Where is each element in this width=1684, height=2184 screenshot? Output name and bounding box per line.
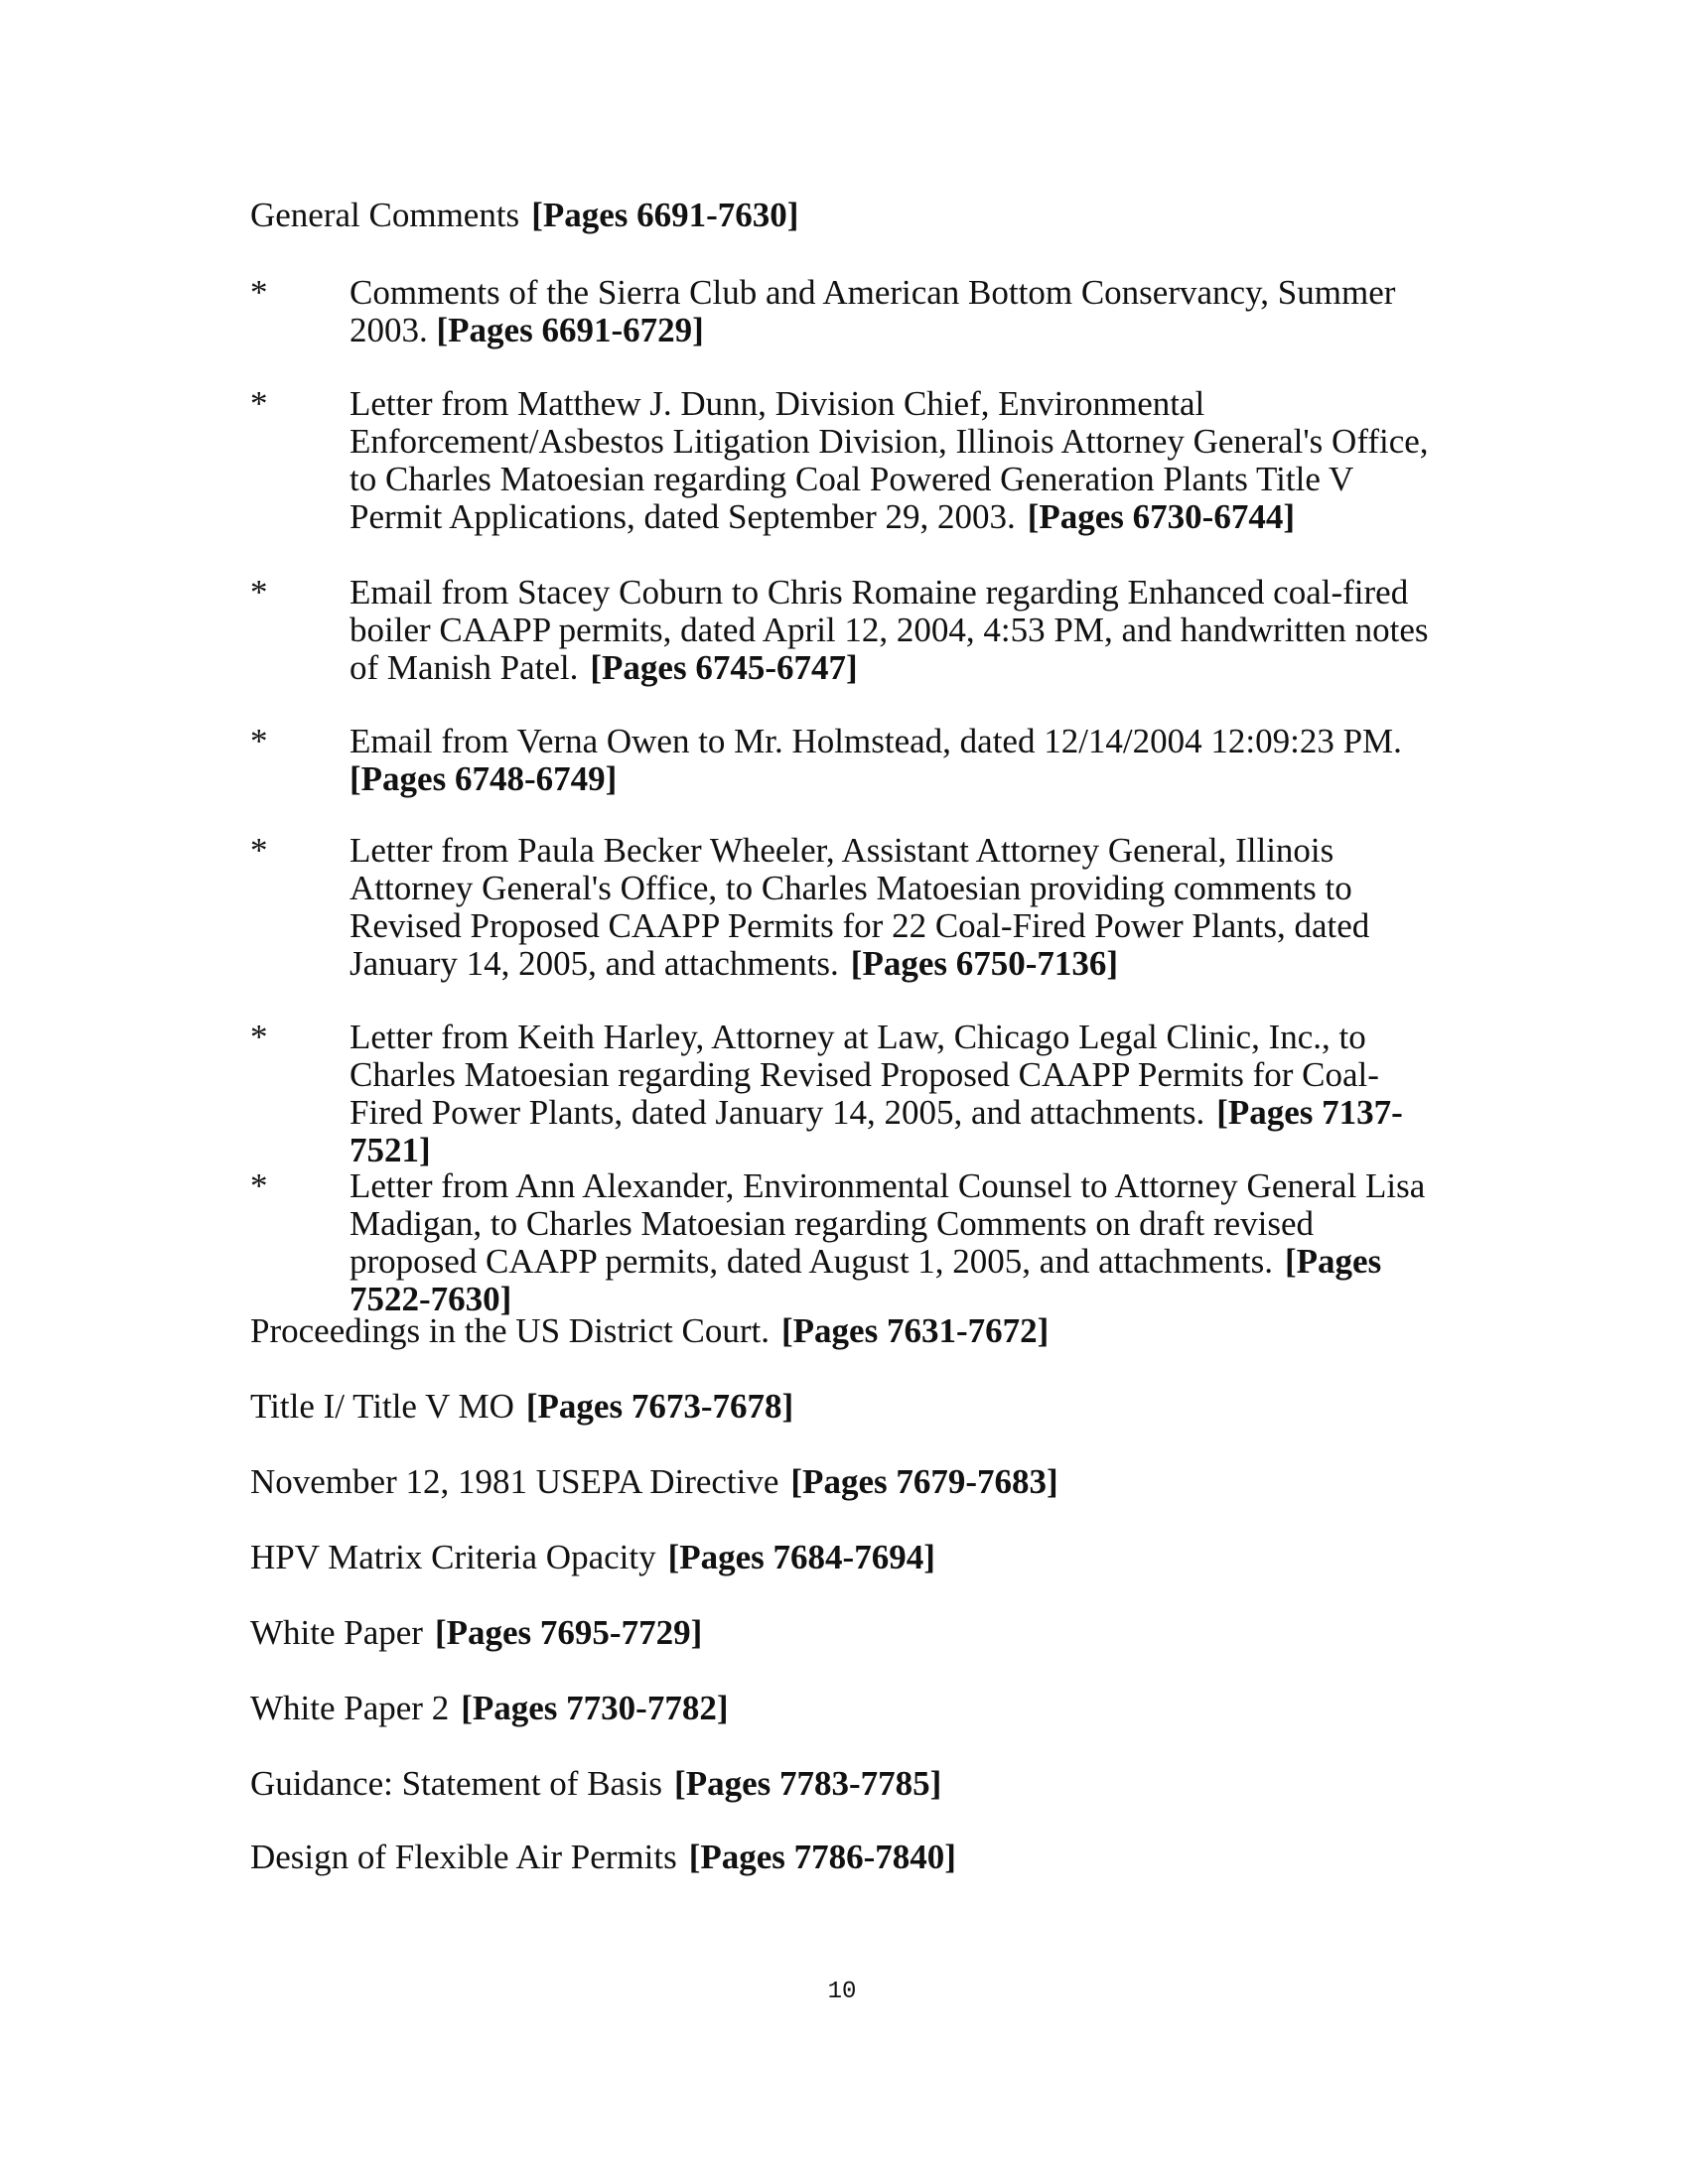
section-pages-ref: [Pages 7673-7678] — [525, 1387, 794, 1426]
list-item-description: Email from Stacey Coburn to Chris Romaine regarding Enhanced coal-fired boiler CAAPP permits, dated April 12, 2004, 4:53 PM, and handwritten notes of Manish Patel. — [350, 573, 1429, 687]
section-heading — [250, 1690, 728, 1727]
bullet-marker: * — [250, 831, 268, 870]
section-heading — [250, 1765, 941, 1803]
list-item-text — [350, 832, 1442, 983]
section-pages-ref: [Pages 6691-7630] — [531, 196, 799, 234]
list-item-description: Comments of the Sierra Club and American Bottom Conservancy, Summer 2003. — [350, 273, 1396, 349]
section-title: Title I/ Title V MO — [250, 1387, 514, 1426]
bullet-marker: * — [250, 722, 268, 760]
list-item-pages-ref: [Pages 6750-7136] — [850, 944, 1119, 983]
section-pages-ref: [Pages 7679-7683] — [790, 1462, 1058, 1501]
list-item-text — [350, 723, 1442, 798]
section-pages-ref: [Pages 7631-7672] — [781, 1311, 1050, 1350]
list-item-pages-ref: [Pages 6748-6749] — [350, 759, 618, 798]
list-item-pages-ref: [Pages 6730-6744] — [1027, 497, 1295, 536]
section-title: White Paper — [250, 1613, 423, 1652]
list-item-text — [350, 385, 1442, 536]
bullet-marker: * — [250, 384, 268, 423]
section-heading — [250, 1839, 956, 1876]
list-item-pages-ref: [Pages 7137-7521] — [350, 1093, 1403, 1169]
section-title: Proceedings in the US District Court. — [250, 1311, 771, 1350]
bullet-marker: * — [250, 1166, 268, 1205]
list-item-pages-ref: [Pages 6691-6729] — [436, 311, 704, 349]
section-heading — [250, 1388, 793, 1426]
section-heading — [250, 1539, 935, 1576]
section-title: White Paper 2 — [250, 1689, 450, 1727]
section-pages-ref: [Pages 7684-7694] — [667, 1538, 935, 1576]
list-item-text — [350, 1019, 1442, 1169]
list-item-text — [350, 574, 1442, 687]
list-item-text — [350, 274, 1442, 349]
section-pages-ref: [Pages 7783-7785] — [674, 1764, 942, 1803]
section-title: HPV Matrix Criteria Opacity — [250, 1538, 656, 1576]
section-heading — [250, 1463, 1058, 1501]
bullet-marker: * — [250, 573, 268, 612]
section-title: General Comments — [250, 196, 520, 234]
list-item-description: Letter from Matthew J. Dunn, Division Chief, Environmental Enforcement/Asbestos Litigation Division, Illinois Attorney General's Office, to Charles Matoesian regarding Coal Powered Generation Plants Title V Permit Applications, dated September 29, 2003. — [350, 384, 1429, 536]
section-pages-ref: [Pages 7786-7840] — [688, 1838, 956, 1876]
page-number: 10 — [827, 1979, 857, 2005]
list-item-description: Letter from Keith Harley, Attorney at Law, Chicago Legal Clinic, Inc., to Charles Matoesian regarding Revised Proposed CAAPP Permits for Coal-Fired Power Plants, dated January 14, 2005, and attachments. — [350, 1018, 1379, 1132]
section-pages-ref: [Pages 7695-7729] — [434, 1613, 703, 1652]
section-title: Design of Flexible Air Permits — [250, 1838, 677, 1876]
section-title: Guidance: Statement of Basis — [250, 1764, 663, 1803]
list-item-pages-ref: [Pages 7522-7630] — [350, 1242, 1382, 1318]
list-item-description: Letter from Paula Becker Wheeler, Assistant Attorney General, Illinois Attorney General's Office, to Charles Matoesian providing comments to Revised Proposed CAAPP Permits for 22 Coal-Fired Power Plants, dated January 14, 2005, and attachments. — [350, 831, 1370, 983]
bullet-marker: * — [250, 273, 268, 312]
section-heading-general-comments — [250, 197, 798, 234]
list-item-text — [350, 1167, 1442, 1318]
list-item-description: Letter from Ann Alexander, Environmental Counsel to Attorney General Lisa Madigan, to Charles Matoesian regarding Comments on draft revised proposed CAAPP permits, dated August 1, 2005, and attachments. — [350, 1166, 1426, 1281]
section-pages-ref: [Pages 7730-7782] — [461, 1689, 729, 1727]
list-item-description: Email from Verna Owen to Mr. Holmstead, dated 12/14/2004 12:09:23 PM. — [350, 722, 1402, 760]
section-heading — [250, 1312, 1049, 1350]
list-item-pages-ref: [Pages 6745-6747] — [590, 648, 858, 687]
section-heading — [250, 1614, 702, 1652]
section-title: November 12, 1981 USEPA Directive — [250, 1462, 779, 1501]
bullet-marker: * — [250, 1018, 268, 1056]
